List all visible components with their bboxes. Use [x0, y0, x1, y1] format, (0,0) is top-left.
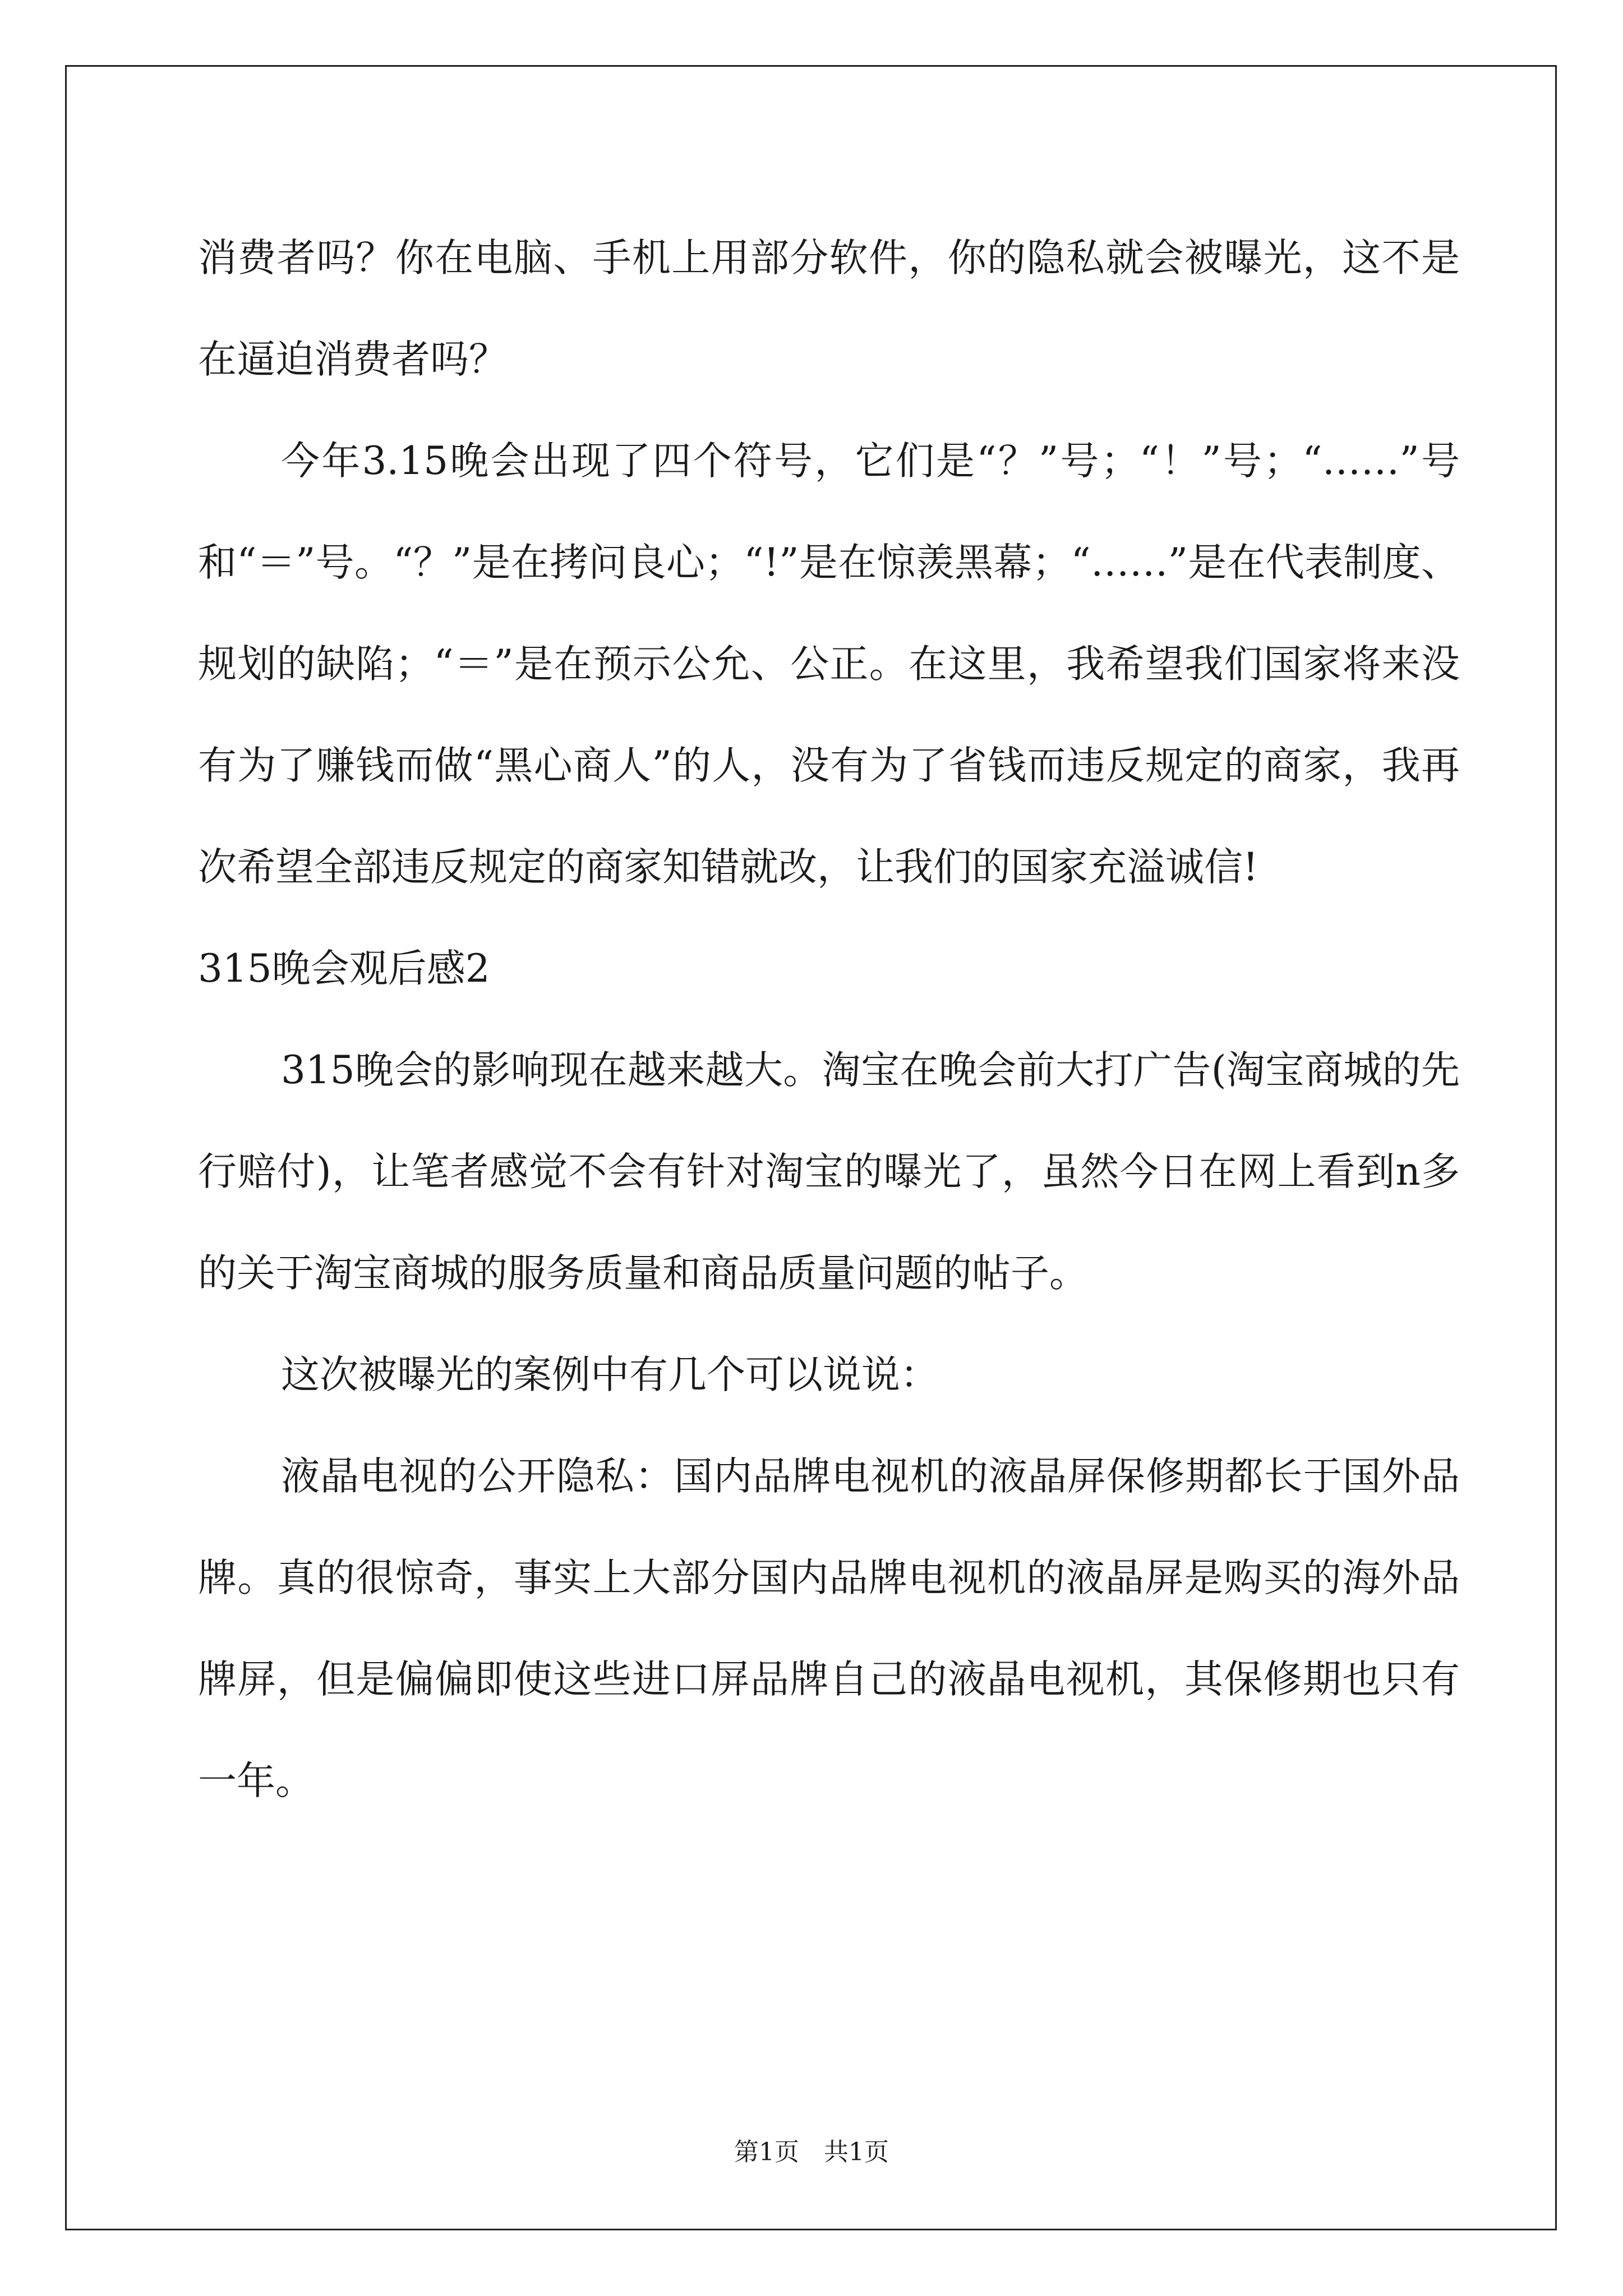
- page-footer: 第1页 共1页: [734, 2138, 889, 2166]
- paragraph-5: 液晶电视的公开隐私：国内品牌电视机的液晶屏保修期都长于国外品牌。真的很惊奇，事实上大部分国内品牌电视机的液晶屏是购买的海外品牌屏，但是偏偏即使这些进口屏品牌自己的液晶电视机，其保修期也只有一年。: [198, 1454, 1460, 1803]
- paragraph-1: 消费者吗？你在电脑、手机上用部分软件，你的隐私就会被曝光，这不是在逼迫消费者吗？: [198, 236, 1460, 382]
- section-heading: 315晚会观后感2: [198, 946, 490, 991]
- document-body: [198, 208, 1460, 1832]
- paragraph-2: 今年3.15晚会出现了四个符号，它们是“？”号；“！”号；“……”号和“＝”号。“？”是在拷问良心；“!”是在惊羡黑幕；“……”是在代表制度、规划的缺陷；“＝”是在预示公允、公正。在这里，我希望我们国家将来没有为了赚钱而做“黑心商人”的人，没有为了省钱而违反规定的商家，我再次希望全部违反规定的商家知错就改，让我们的国家充溢诚信!: [198, 439, 1460, 890]
- paragraph-3: 315晚会的影响现在越来越大。淘宝在晚会前大打广告(淘宝商城的先行赔付)，让笔者感觉不会有针对淘宝的曝光了，虽然今日在网上看到n多的关于淘宝商城的服务质量和商品质量问题的帖子。: [198, 1048, 1460, 1296]
- paragraph-4: 这次被曝光的案例中有几个可以说说：: [281, 1352, 939, 1397]
